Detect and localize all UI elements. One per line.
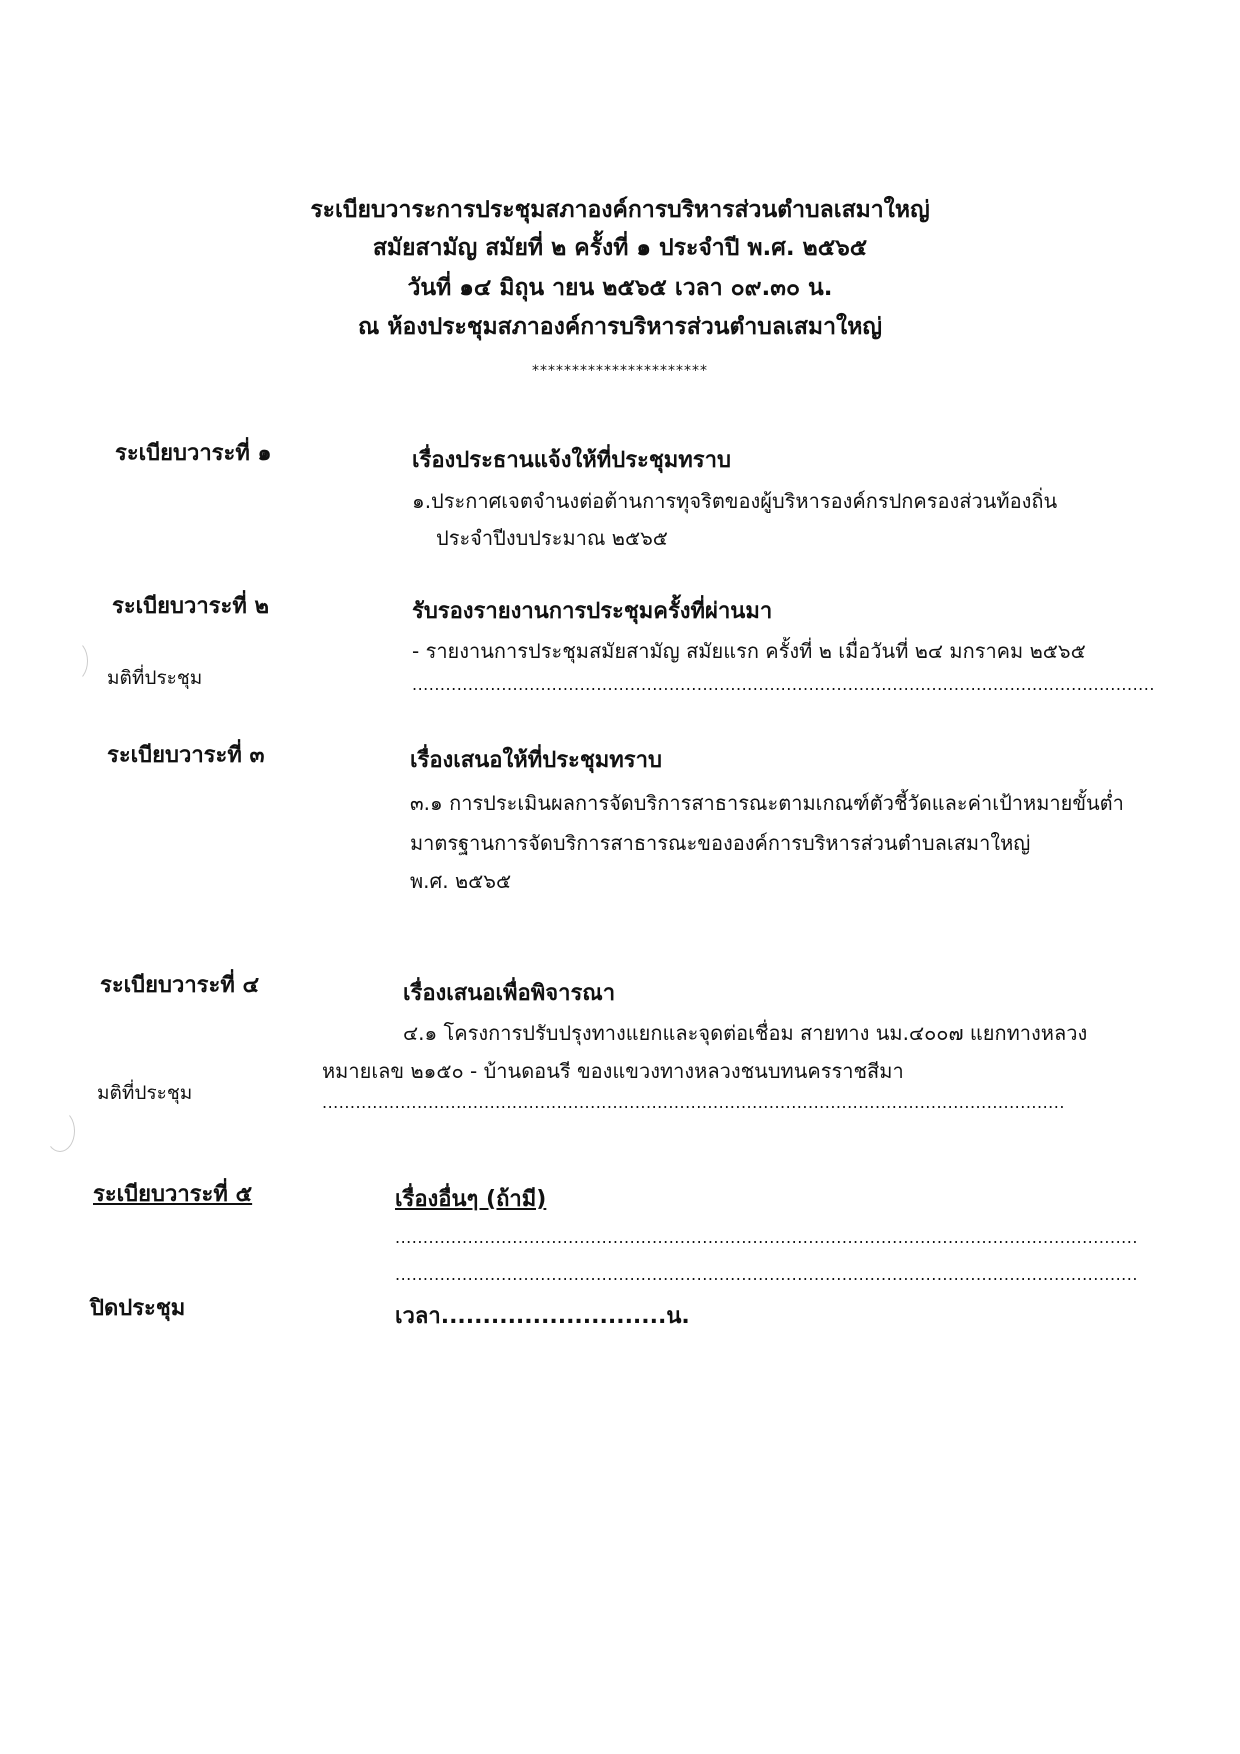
agenda-1-label: ระเบียบวาระที่ ๑	[115, 441, 272, 466]
agenda-2-resolution-dotted-line: .....................................................................................................................................	[412, 675, 1155, 694]
agenda-5-title: เรื่องอื่นๆ (ถ้ามี)	[395, 1187, 547, 1212]
agenda-1-item-line-1: ๑.ประกาศเจตจำนงต่อต้านการทุจริตของผู้บริหารองค์กรปกครองส่วนท้องถิ่น	[412, 489, 1058, 513]
agenda-3-item-line-2: มาตรฐานการจัดบริการสาธารณะขององค์การบริหารส่วนตำบลเสมาใหญ่	[410, 831, 1031, 855]
agenda-1-title: เรื่องประธานแจ้งให้ที่ประชุมทราบ	[412, 448, 731, 473]
header-line-2: สมัยสามัญ สมัยที่ ๒ ครั้งที่ ๑ ประจำปี พ.ศ. ๒๕๖๕	[372, 235, 868, 261]
agenda-3-item-line-3: พ.ศ. ๒๕๖๕	[410, 869, 512, 893]
agenda-5-label: ระเบียบวาระที่ ๕	[93, 1182, 253, 1207]
agenda-2-item: - รายงานการประชุมสมัยสามัญ สมัยแรก ครั้งที่ ๒ เมื่อวันที่ ๒๔ มกราคม ๒๕๖๕	[412, 639, 1086, 663]
agenda-3-item-line-1: ๓.๑ การประเมินผลการจัดบริการสาธารณะตามเกณฑ์ตัวชี้วัดและค่าเป้าหมายขั้นต่ำ	[410, 791, 1124, 815]
agenda-5-dotted-line-1: .....................................................................................................................................	[395, 1228, 1138, 1247]
closing-label: ปิดประชุม	[90, 1296, 186, 1321]
agenda-4-resolution-label: มติที่ประชุม	[97, 1082, 193, 1104]
agenda-1-item-line-2: ประจำปีงบประมาณ ๒๕๖๕	[436, 526, 668, 550]
agenda-4-item-line-2: หมายเลข ๒๑๕๐ - บ้านดอนรี ของแขวงทางหลวงชนบทนครราชสีมา	[322, 1059, 904, 1083]
agenda-3-label: ระเบียบวาระที่ ๓	[107, 743, 265, 768]
header-separator: **********************	[532, 363, 708, 379]
agenda-3-title: เรื่องเสนอให้ที่ประชุมทราบ	[410, 748, 662, 773]
agenda-4-item-line-1: ๔.๑ โครงการปรับปรุงทางแยกและจุดต่อเชื่อม สายทาง นม.๔๐๐๗ แยกทางหลวง	[403, 1021, 1088, 1045]
header-line-3: วันที่ ๑๔ มิถุน ายน ๒๕๖๕ เวลา ๐๙.๓๐ น.	[407, 275, 833, 301]
closing-time: เวลา...........................น.	[395, 1304, 690, 1329]
agenda-5-dotted-line-2: .....................................................................................................................................	[395, 1265, 1138, 1284]
agenda-2-title: รับรองรายงานการประชุมครั้งที่ผ่านมา	[412, 599, 773, 624]
agenda-2-label: ระเบียบวาระที่ ๒	[112, 594, 269, 619]
agenda-4-title: เรื่องเสนอเพื่อพิจารณา	[403, 981, 616, 1006]
scan-mark	[58, 640, 88, 682]
agenda-4-label: ระเบียบวาระที่ ๔	[100, 973, 260, 998]
header-line-4: ณ ห้องประชุมสภาองค์การบริหารส่วนตำบลเสมาใหญ่	[358, 314, 882, 340]
header-line-1: ระเบียบวาระการประชุมสภาองค์การบริหารส่วนตำบลเสมาใหญ่	[310, 197, 930, 223]
agenda-4-resolution-dotted-line: .....................................................................................................................................	[322, 1093, 1065, 1112]
scan-mark	[45, 1110, 75, 1152]
agenda-2-resolution-label: มติที่ประชุม	[107, 667, 203, 689]
